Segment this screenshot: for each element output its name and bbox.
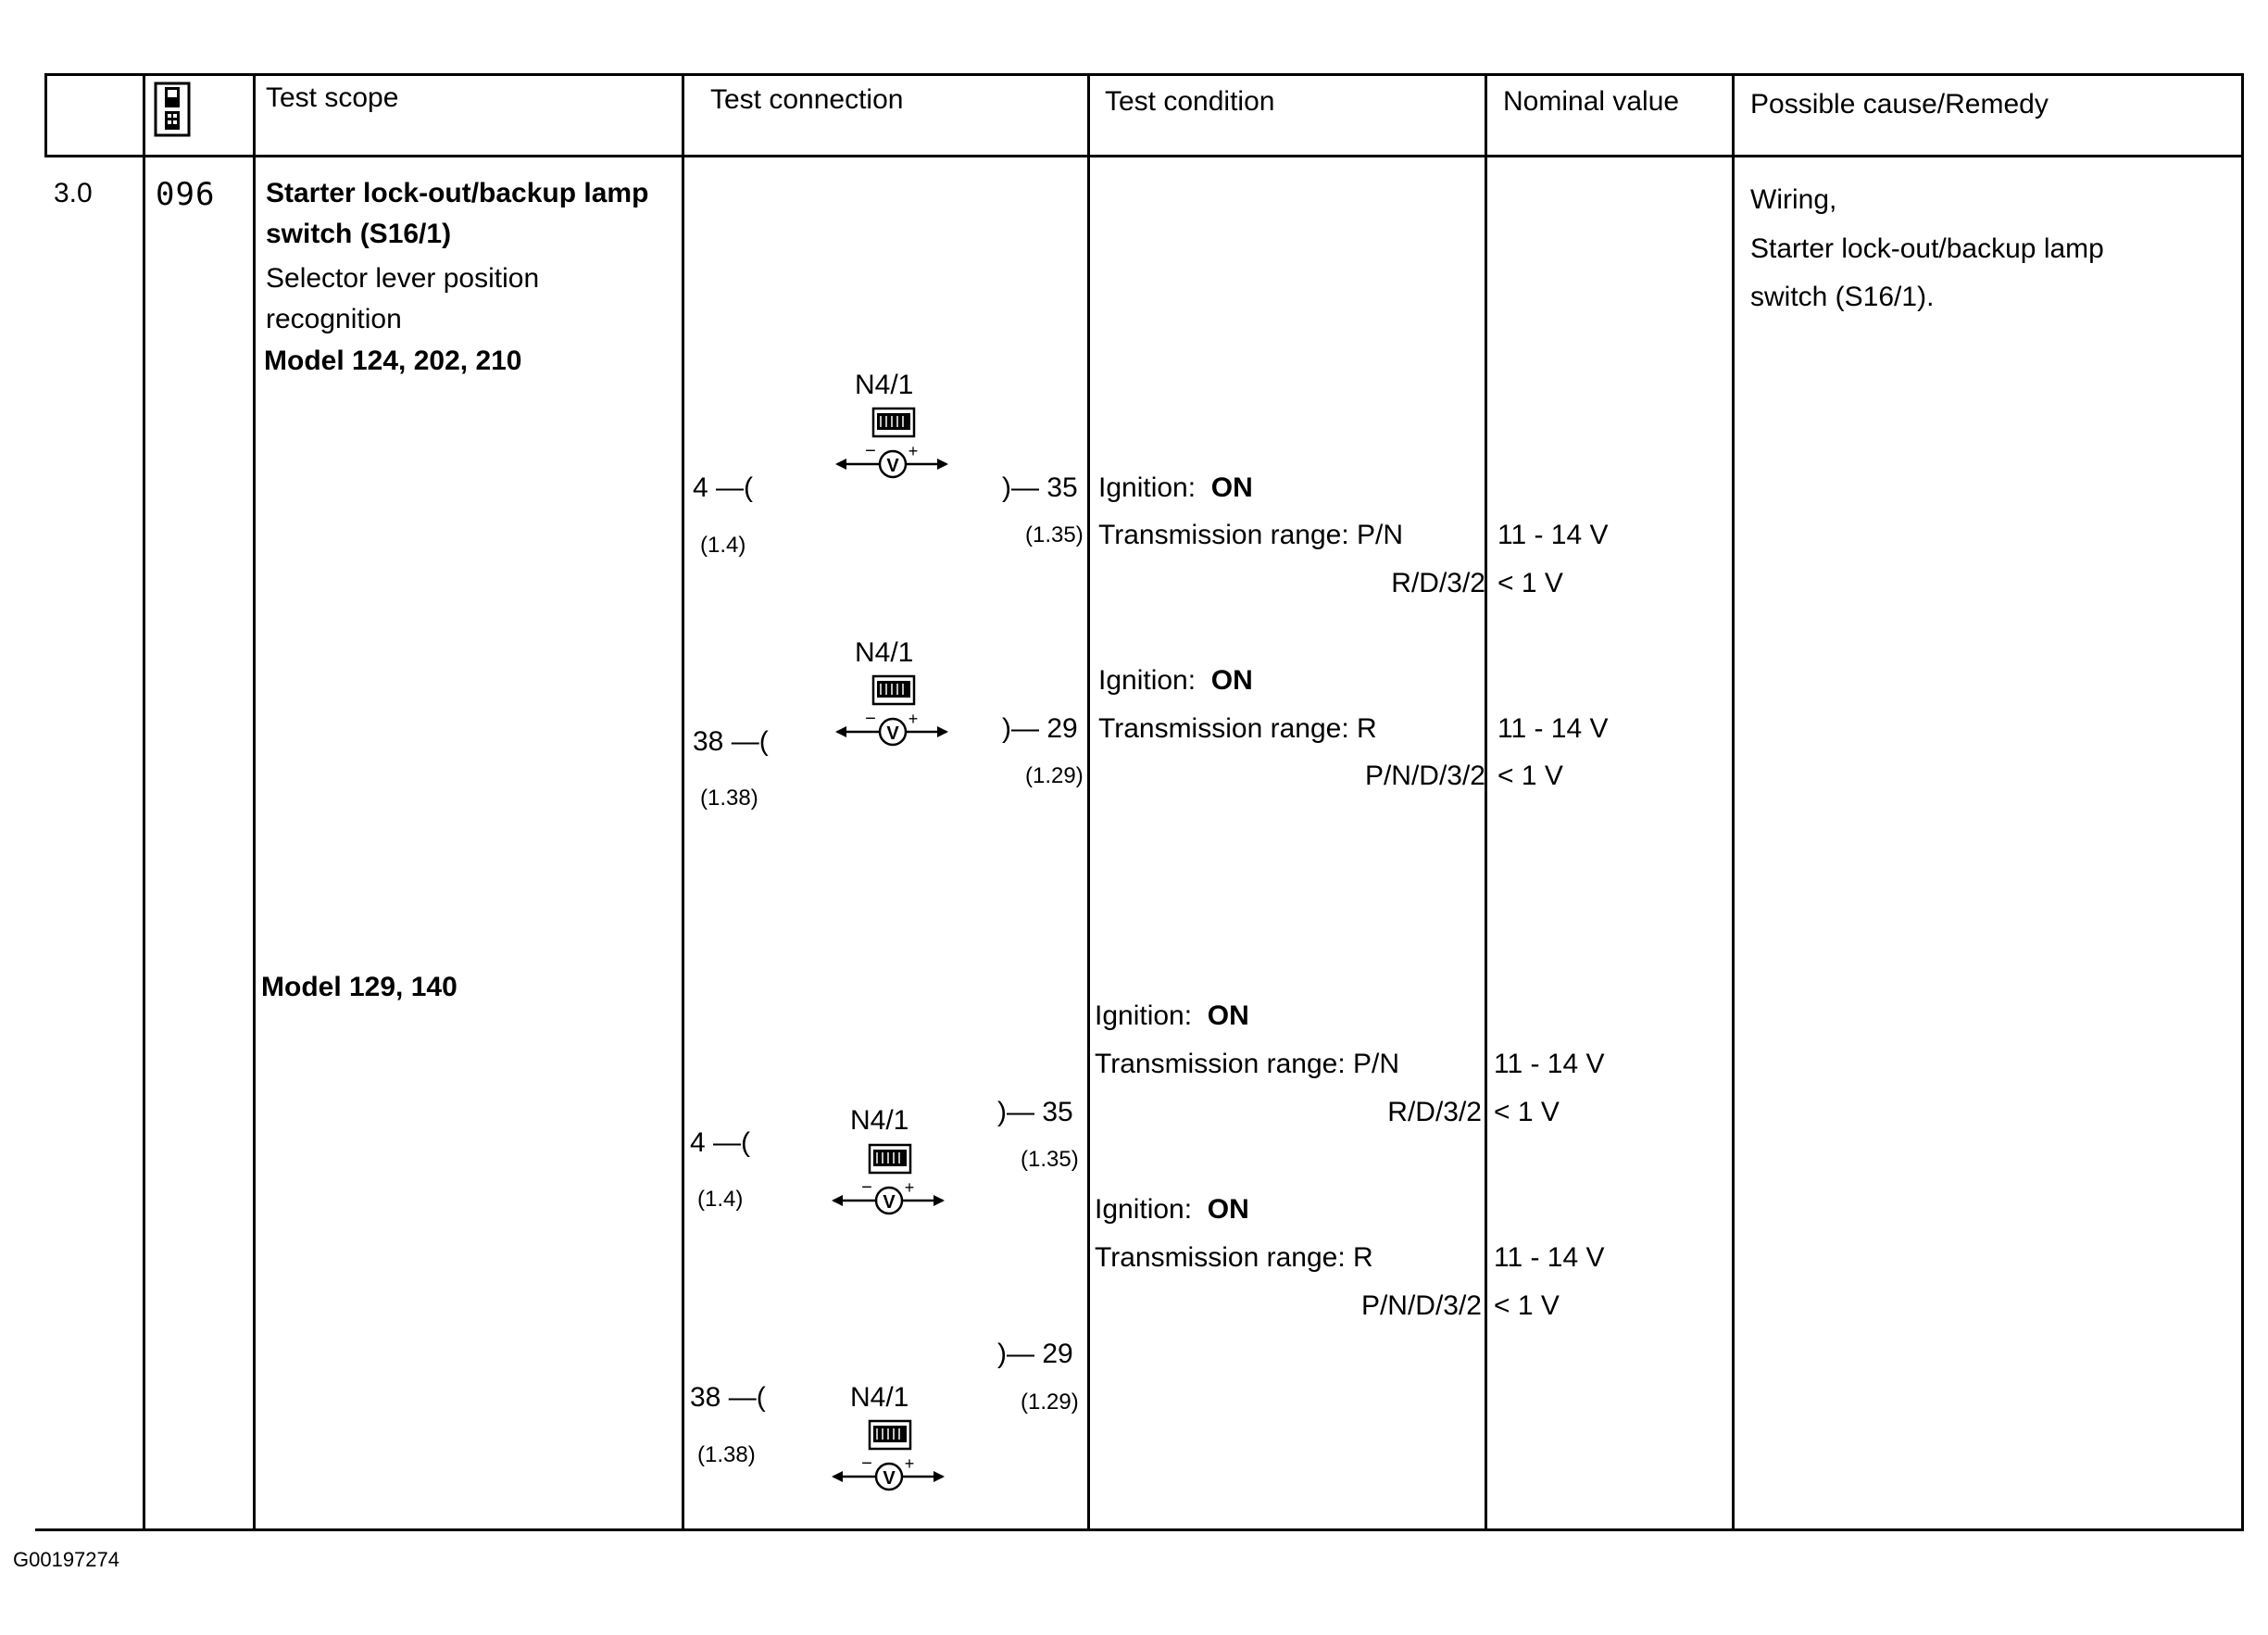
cond4-ignition: Ignition: ON [1095,1194,1249,1225]
conn3-module-label: N4/1 [850,1105,909,1136]
conn1-right-pin: )— 35 [1002,472,1078,503]
conn2-meter [832,673,952,756]
conn2-left-pin: 38 —( [693,726,769,757]
nominal3-high: 11 - 14 V [1494,1049,1605,1079]
conn1-left-pin: 4 —( [693,472,754,503]
col-border-4 [1087,73,1090,1530]
scope-sub-line-2: recognition [266,304,402,334]
conn3-left-pin: 4 —( [690,1127,751,1158]
scope-title-line-2: switch (S16/1) [266,219,452,249]
remedy-line-1: Wiring, [1750,184,1837,215]
svg-text:V: V [886,456,899,476]
cond1-range-rd32: R/D/3/2 [1391,568,1485,598]
cond2-ignition: Ignition: ON [1098,665,1253,696]
scope-model-a: Model 124, 202, 210 [264,346,522,376]
conn3-right-ref: (1.35) [1021,1147,1079,1172]
svg-text:−: − [865,709,876,729]
header-bottom-border [44,155,2244,157]
header-test-condition: Test condition [1105,86,1275,117]
conn1-module-label: N4/1 [855,370,914,400]
svg-text:V: V [883,1468,896,1489]
cond1-ignition: Ignition: ON [1098,472,1253,503]
connector-module-icon [832,673,952,756]
step-number: 3.0 [54,178,93,208]
svg-text:−: − [861,1177,872,1198]
header-test-scope: Test scope [266,82,399,113]
conn1-left-ref: (1.4) [700,533,746,558]
col-border-6 [1732,73,1735,1530]
conn2-right-pin: )— 29 [1002,713,1078,744]
table-bottom-border [35,1528,2244,1531]
conn3-left-ref: (1.4) [697,1187,744,1212]
cond1-on: ON [1210,472,1253,503]
conn1-right-ref: (1.35) [1025,522,1084,547]
test-code: 096 [156,176,216,213]
connector-module-icon [828,1141,948,1225]
cond2-range-pnd32: P/N/D/3/2 [1364,761,1485,791]
cond4-range-r: Transmission range: R [1095,1242,1373,1273]
conn4-right-ref: (1.29) [1021,1390,1079,1415]
cond3-range-rd32: R/D/3/2 [1387,1097,1482,1127]
connector-module-icon [832,405,952,488]
svg-text:−: − [865,441,876,461]
table-top-border [44,73,2244,76]
conn4-meter [828,1417,948,1501]
nominal1-high: 11 - 14 V [1497,520,1609,550]
cond4-on: ON [1207,1194,1249,1225]
cond3-on: ON [1207,1000,1249,1031]
col-border-2 [253,73,256,1530]
svg-text:+: + [908,710,919,728]
nominal4-low: < 1 V [1494,1290,1560,1321]
remedy-line-3: switch (S16/1). [1750,282,1935,312]
svg-text:+: + [908,442,919,460]
nominal4-high: 11 - 14 V [1494,1242,1605,1273]
header-possible-cause: Possible cause/Remedy [1750,89,2049,119]
header-test-connection: Test connection [710,84,904,115]
cond2-on: ON [1210,665,1253,696]
conn3-meter [828,1141,948,1225]
conn2-module-label: N4/1 [855,637,914,668]
col-border-5 [1485,73,1487,1530]
svg-text:−: − [861,1453,872,1474]
col-border-3 [682,73,684,1530]
scope-sub-line-1: Selector lever position [266,263,540,294]
conn2-right-ref: (1.29) [1025,763,1084,788]
conn3-right-pin: )— 35 [997,1097,1073,1127]
conn4-module-label: N4/1 [850,1382,909,1413]
conn4-left-ref: (1.38) [697,1442,756,1467]
conn1-meter [832,405,952,488]
header-tester-icon [154,82,191,142]
conn2-left-ref: (1.38) [700,786,758,811]
svg-text:+: + [904,1178,915,1197]
remedy-line-2: Starter lock-out/backup lamp [1750,233,2104,264]
header-nominal-value: Nominal value [1503,86,1680,117]
cond3-range-pn: Transmission range: P/N [1095,1049,1400,1079]
tester-device-icon [154,82,191,137]
svg-text:V: V [886,723,899,744]
col-border-1 [143,73,145,1530]
cond1-range-pn: Transmission range: P/N [1098,520,1404,550]
conn4-right-pin: )— 29 [997,1339,1073,1369]
nominal1-low: < 1 V [1497,568,1563,598]
conn4-left-pin: 38 —( [690,1382,766,1413]
col-border-7 [2241,73,2244,1530]
cond3-ignition: Ignition: ON [1095,1000,1249,1031]
cond2-range-r: Transmission range: R [1098,713,1377,744]
scope-model-b: Model 129, 140 [261,972,457,1002]
nominal3-low: < 1 V [1494,1097,1560,1127]
svg-text:V: V [883,1192,896,1213]
col-border-0 [44,73,47,157]
cond4-range-pnd32: P/N/D/3/2 [1360,1290,1482,1321]
connector-module-icon [828,1417,948,1501]
nominal2-high: 11 - 14 V [1497,713,1609,744]
figure-id: G00197274 [13,1548,119,1571]
scope-title-line-1: Starter lock-out/backup lamp [266,178,649,208]
svg-text:+: + [904,1454,915,1473]
nominal2-low: < 1 V [1497,761,1563,791]
